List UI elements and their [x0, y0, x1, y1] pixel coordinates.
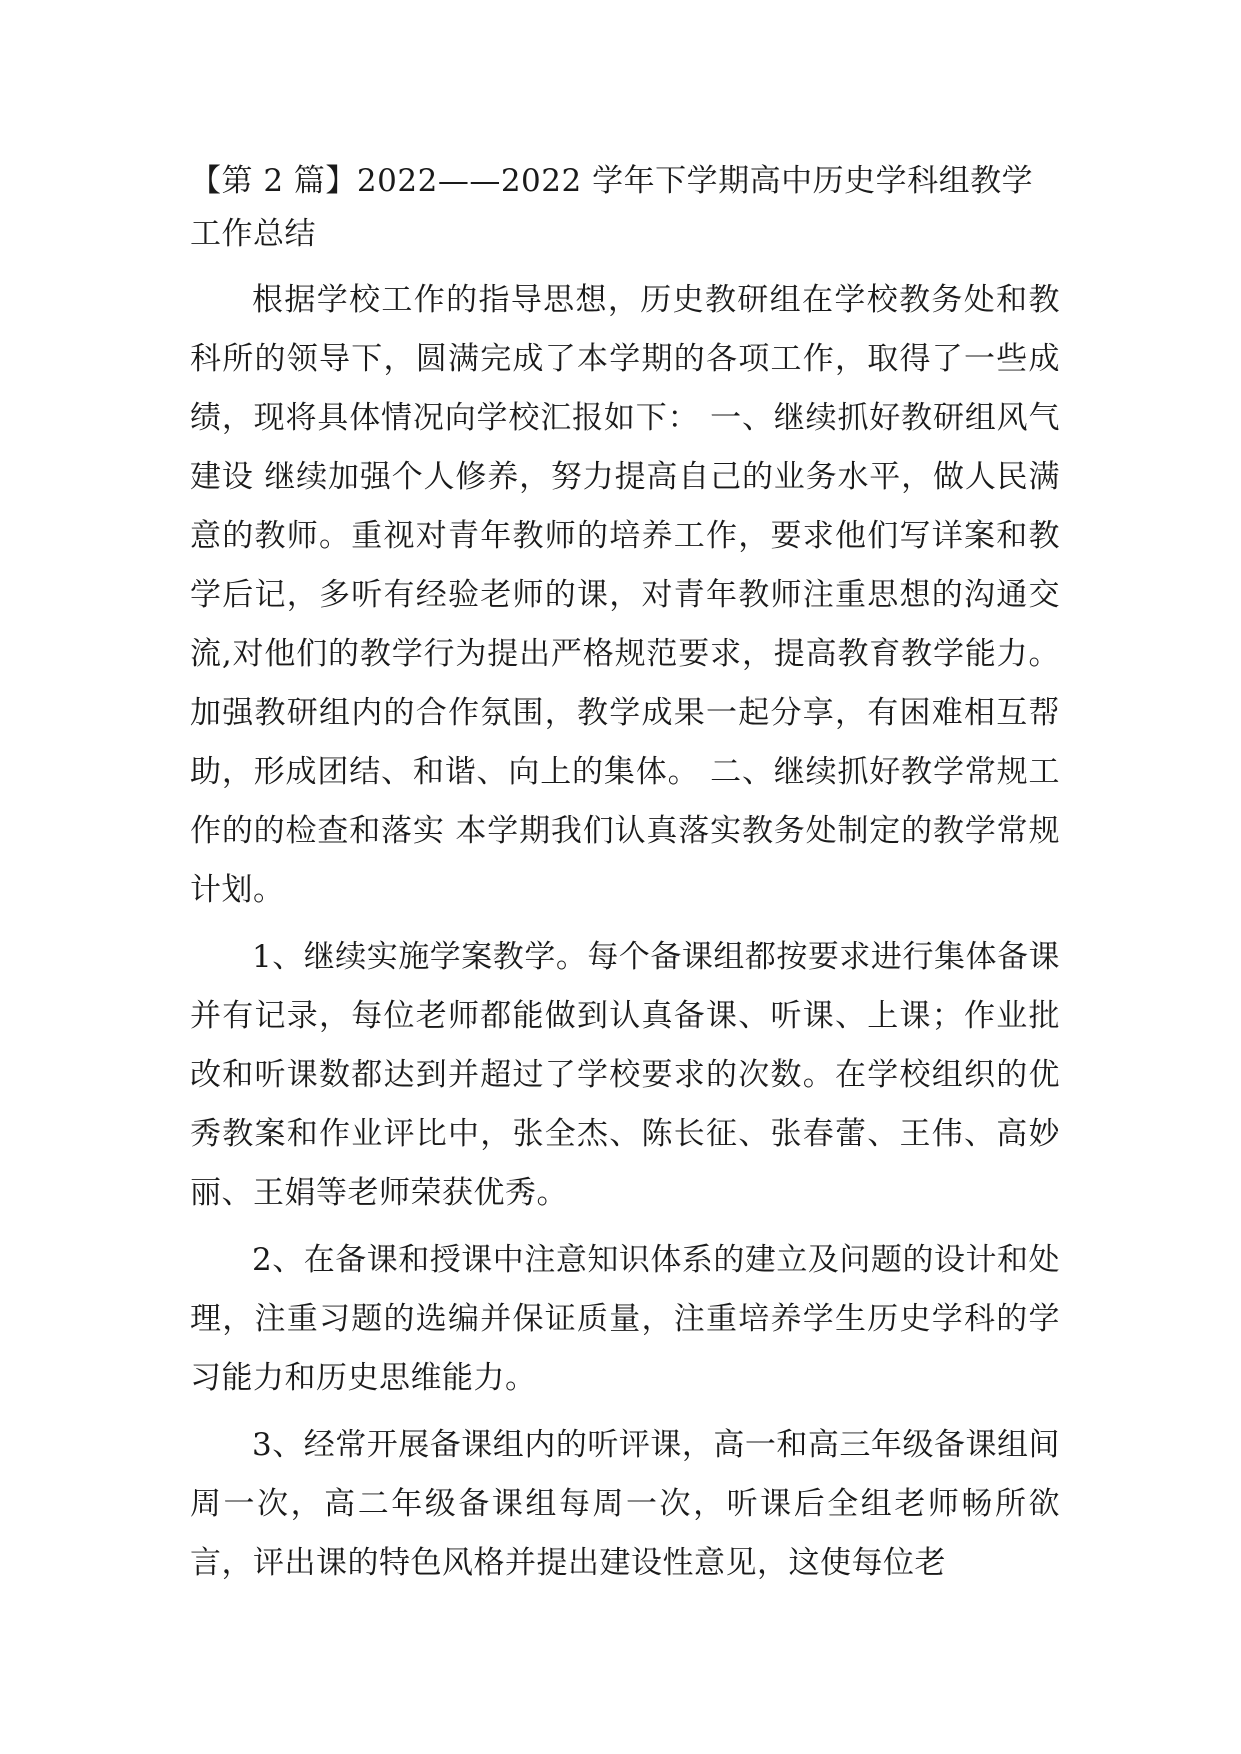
document-body — [190, 155, 1060, 1601]
paragraph-intro: 根据学校工作的指导思想，历史教研组在学校教务处和教科所的领导下，圆满完成了本学期的各项工作，取得了一些成绩，现将具体情况向学校汇报如下： 一、继续抓好教研组风气建设 继续加强个人修养，努力提高自己的业务水平，做人民满意的教师。重视对青年教师的培养工作，要求他们写详案和教学后记，多听有经验老师的课，对青年教师注重思想的沟通交流,对他们的教学行为提出严格规范要求，提高教育教学能力。加强教研组内的合作氛围，教学成果一起分享，有困难相互帮助，形成团结、和谐、向上的集体。 二、继续抓好教学常规工作的的检查和落实 本学期我们认真落实教务处制定的教学常规计划。 — [190, 282, 1060, 908]
document-title: 【第 2 篇】2022——2022 学年下学期高中历史学科组教学工作总结 — [190, 163, 1034, 252]
paragraph-item-2: 2、在备课和授课中注意知识体系的建立及问题的设计和处理，注重习题的选编并保证质量，注重培养学生历史学科的学习能力和历史思维能力。 — [190, 1242, 1060, 1396]
paragraph-item-1: 1、继续实施学案教学。每个备课组都按要求进行集体备课并有记录，每位老师都能做到认真备课、听课、上课；作业批改和听课数都达到并超过了学校要求的次数。在学校组织的优秀教案和作业评比中，张全杰、陈长征、张春蕾、王伟、高妙丽、王娟等老师荣获优秀。 — [190, 939, 1060, 1211]
paragraph-item-3: 3、经常开展备课组内的听评课，高一和高三年级备课组间周一次，高二年级备课组每周一次，听课后全组老师畅所欲言，评出课的特色风格并提出建设性意见，这使每位老 — [190, 1427, 1060, 1581]
